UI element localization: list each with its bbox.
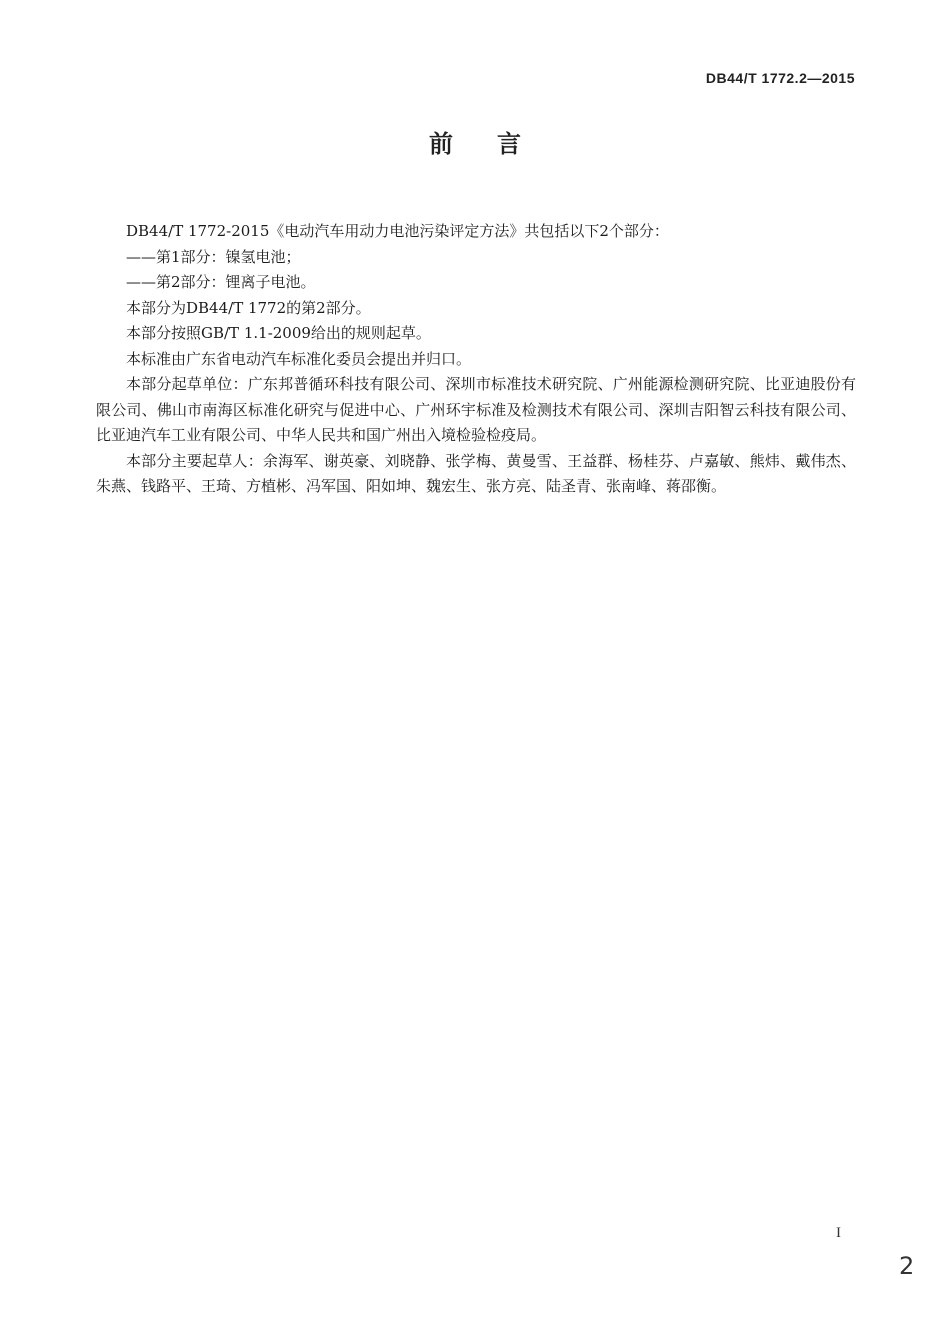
standard-code: DB44/T 1772.2—2015	[705, 70, 855, 86]
paragraph-drafting-rules: 本部分按照GB/T 1.1-2009给出的规则起草。	[126, 324, 431, 342]
paragraph-drafting-units: 本部分起草单位：广东邦普循环科技有限公司、深圳市标准技术研究院、广州能源检测研究院、比亚迪股份有限公司、佛山市南海区标准化研究与促进中心、广州环宇标准及检测技术有限公司、深圳吉阳智云科技有限公司、比亚迪汽车工业有限公司、中华人民共和国广州出入境检验检疫局。	[96, 375, 856, 444]
paragraph-drafters: 本部分主要起草人：余海军、谢英豪、刘晓静、张学梅、黄曼雪、王益群、杨桂芬、卢嘉敏、熊炜、戴伟杰、朱燕、钱路平、王琦、方植彬、冯军国、阳如坤、魏宏生、张方亮、陆圣青、张南峰、蒋邵衡。	[96, 451, 856, 495]
foreword-body	[96, 219, 856, 500]
paragraph-proposer: 本标准由广东省电动汽车标准化委员会提出并归口。	[126, 349, 472, 368]
paragraph-part-1: ——第1部分：镍氢电池；	[126, 247, 301, 266]
paragraph-intro: DB44/T 1772-2015《电动汽车用动力电池污染评定方法》共包括以下2个部分：	[126, 222, 669, 240]
paragraph-part-2: ——第2部分：锂离子电池。	[126, 273, 316, 291]
folio-roman: I	[836, 1225, 841, 1241]
page-number: 2	[899, 1252, 915, 1280]
paragraph-this-part: 本部分为DB44/T 1772的第2部分。	[126, 298, 371, 317]
page-title: 前言	[429, 130, 565, 158]
